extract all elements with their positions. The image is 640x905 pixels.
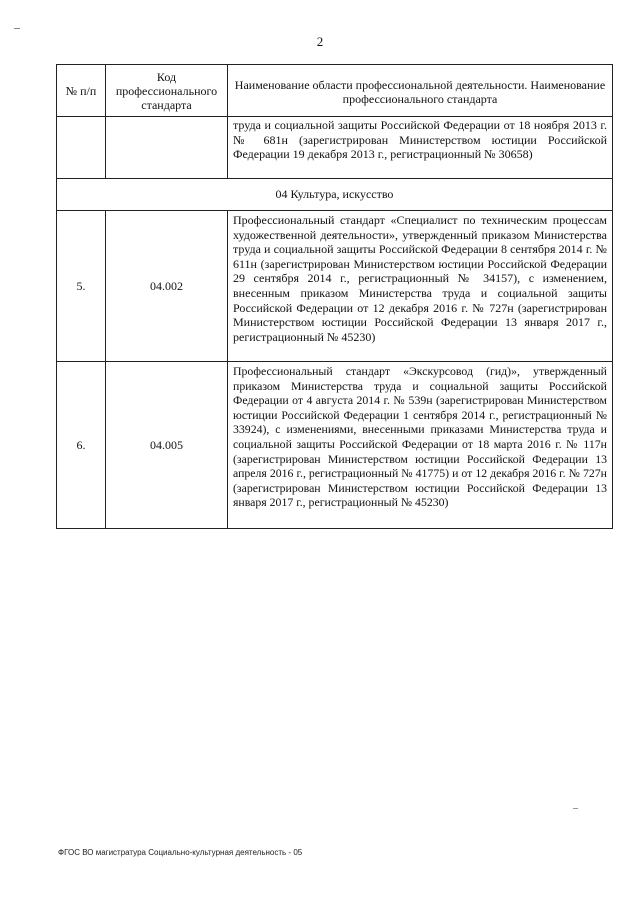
section-title: 04 Культура, искусство	[57, 179, 613, 211]
header-name: Наименование области профессиональной деятельности. Наименование профессионального стандарта	[228, 65, 613, 117]
row-text: Профессиональный стандарт «Экскурсовод (гид)», утвержденный приказом Министерства труда и социальной защиты Российской Федерации от 4 августа 2014 г. № 539н (зарегистрирован Министерством юстиции Российской Федерации 1 сентября 2014 г., регистрационный № 33924), с изменениями, внесенными приказами Министерства труда и социальной защиты Российской Федерации от 18 марта 2016 г. № 117н (зарегистрирован Министерством юстиции Российской Федерации 13 апреля 2016 г., регистрационный № 41775) и от 12 декабря 2016 г. № 727н (зарегистрирован Министерством юстиции Российской Федерации 13 января 2017 г., регистрационный № 45230)	[228, 362, 613, 529]
section-row	[57, 179, 613, 211]
row-code: 04.005	[106, 362, 228, 529]
table-row	[57, 117, 613, 179]
row-text: труда и социальной защиты Российской Федерации от 18 ноября 2013 г. № 681н (зарегистрирован Министерством юстиции Российской Федерации 19 декабря 2013 г., регистрационный № 30658)	[228, 117, 613, 179]
header-num: № п/п	[57, 65, 106, 117]
row-num	[57, 117, 106, 179]
scan-mark	[573, 808, 578, 809]
footer-text: ФГОС ВО магистратура Социально-культурная деятельность - 05	[58, 848, 303, 857]
scan-mark	[14, 28, 20, 29]
page-number: 2	[316, 34, 324, 49]
row-code: 04.002	[106, 211, 228, 362]
standards-table	[56, 64, 613, 529]
table-row	[57, 362, 613, 529]
row-text: Профессиональный стандарт «Специалист по техническим процессам художественной деятельности», утвержденный приказом Министерства труда и социальной защиты Российской Федерации 8 сентября 2014 г. № 611н (зарегистрирован Министерством юстиции Российской Федерации 29 сентября 2014 г., регистрационный № 34157), с изменением, внесенным приказом Министерства труда и социальной защиты Российской Федерации от 12 декабря 2016 г. № 727н (зарегистрирован Министерством юстиции Российской Федерации 13 января 2017 г., регистрационный № 45230)	[228, 211, 613, 362]
row-num: 5.	[57, 211, 106, 362]
row-code	[106, 117, 228, 179]
row-num: 6.	[57, 362, 106, 529]
header-code: Код профессионального стандарта	[106, 65, 228, 117]
table-header-row	[57, 65, 613, 117]
table-row	[57, 211, 613, 362]
